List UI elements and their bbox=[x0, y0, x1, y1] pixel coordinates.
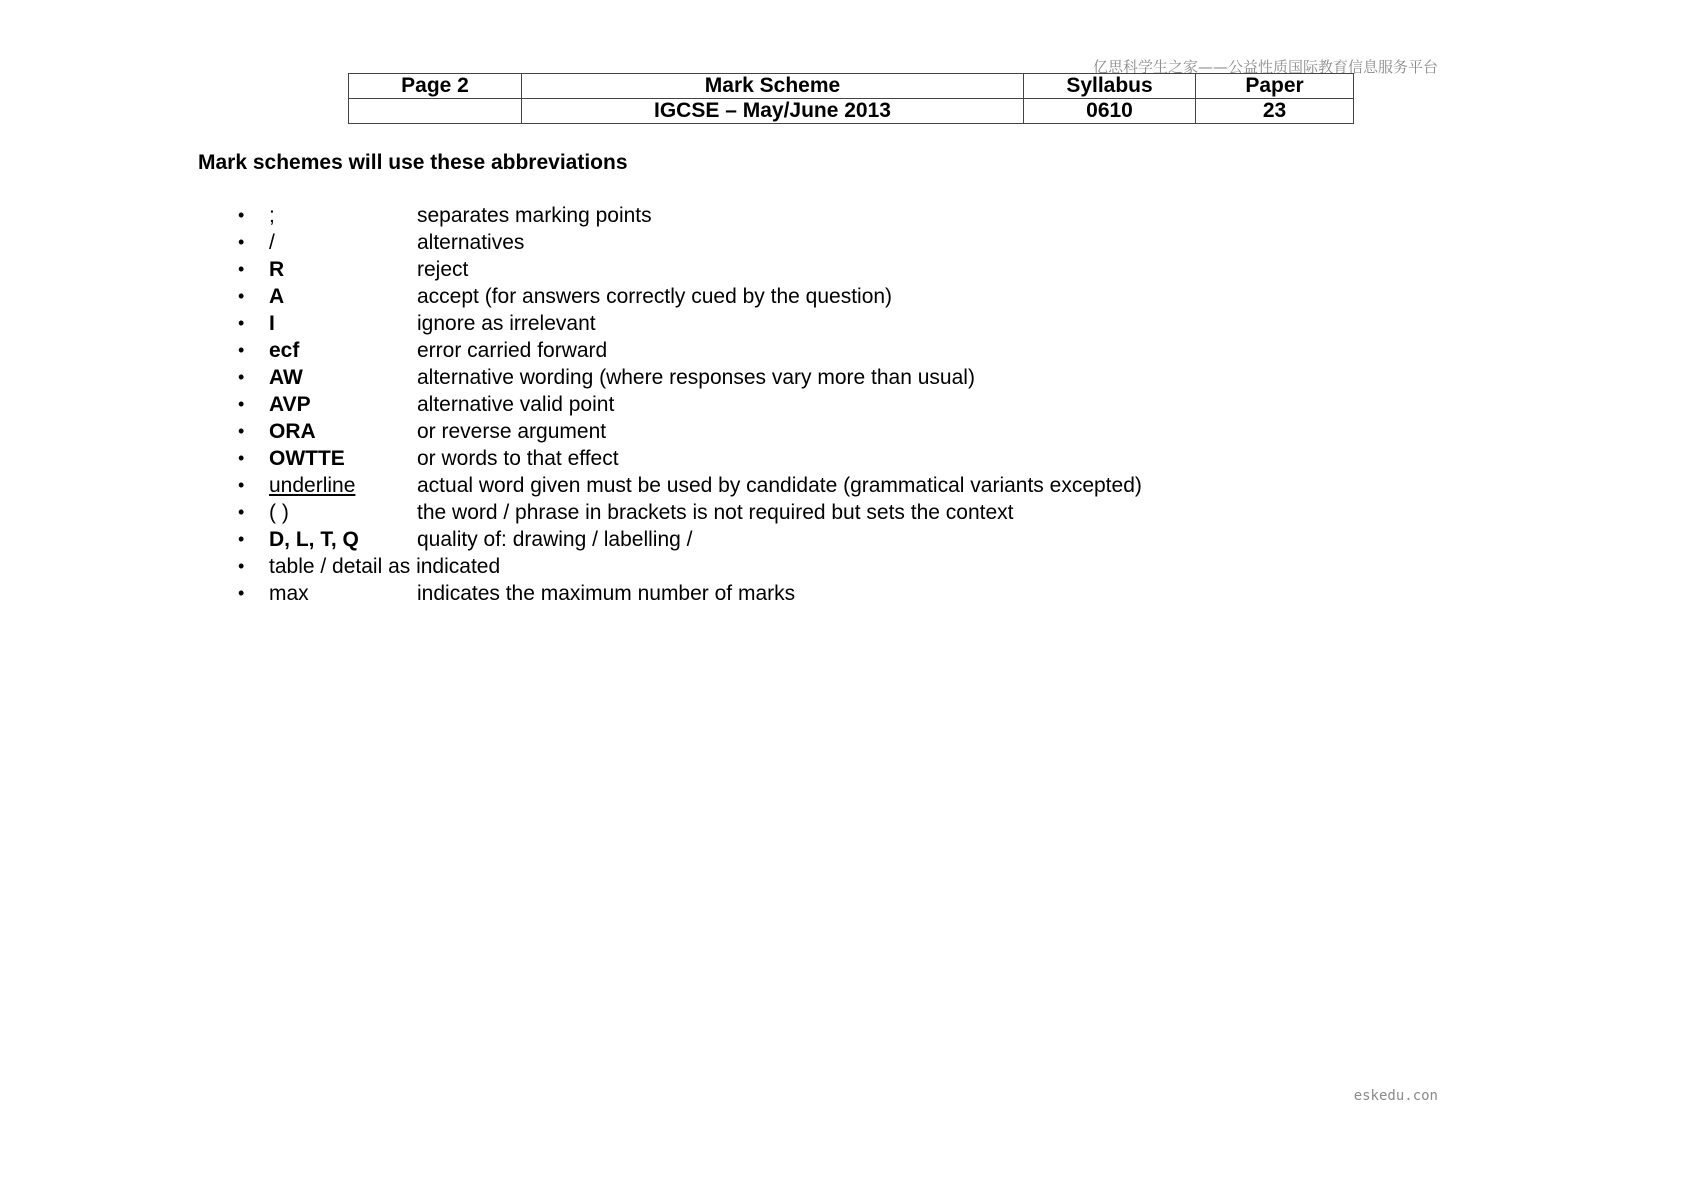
abbreviation-item bbox=[238, 202, 1142, 229]
bullet-icon: • bbox=[238, 232, 245, 252]
abbreviation-item bbox=[238, 553, 1142, 580]
bullet-icon: • bbox=[238, 529, 245, 549]
abbreviation-term: underline bbox=[269, 474, 356, 497]
abbreviation-desc: alternative wording (where responses vary more than usual) bbox=[417, 366, 975, 389]
bullet-icon: • bbox=[238, 259, 245, 279]
abbreviation-term: AVP bbox=[269, 393, 311, 416]
header-title-cell: Mark Scheme bbox=[522, 74, 1024, 99]
abbreviation-term: A bbox=[269, 285, 285, 308]
abbreviation-desc: error carried forward bbox=[417, 339, 608, 362]
bullet-icon: • bbox=[238, 502, 245, 522]
abbreviation-desc: accept (for answers correctly cued by the question) bbox=[417, 285, 893, 308]
abbreviation-item bbox=[238, 418, 1142, 445]
abbreviation-item bbox=[238, 580, 1142, 607]
watermark-bottom: eskedu.con bbox=[1353, 1088, 1438, 1104]
abbreviation-desc: indicates the maximum number of marks bbox=[417, 582, 796, 605]
abbreviation-term: ( ) bbox=[269, 501, 289, 524]
header-table bbox=[348, 73, 1354, 124]
abbreviation-desc: separates marking points bbox=[417, 204, 652, 227]
bullet-icon: • bbox=[238, 340, 245, 360]
bullet-icon: • bbox=[238, 421, 245, 441]
abbreviation-list bbox=[238, 202, 1142, 607]
abbreviation-term: table / detail as indicated bbox=[269, 555, 501, 578]
bullet-icon: • bbox=[238, 556, 245, 576]
abbreviation-desc: ignore as irrelevant bbox=[417, 312, 596, 335]
abbreviation-term: / bbox=[269, 231, 275, 254]
header-row-labels bbox=[349, 74, 1354, 99]
abbreviation-desc: or reverse argument bbox=[417, 420, 607, 443]
abbreviation-item bbox=[238, 310, 1142, 337]
abbreviation-term: I bbox=[269, 312, 275, 335]
abbreviation-desc: actual word given must be used by candidate (grammatical variants excepted) bbox=[417, 474, 1142, 497]
abbreviation-item bbox=[238, 391, 1142, 418]
header-row-values bbox=[349, 99, 1354, 124]
abbreviation-item bbox=[238, 229, 1142, 256]
bullet-icon: • bbox=[238, 205, 245, 225]
watermark-top: 亿思科学生之家——公益性质国际教育信息服务平台 bbox=[1092, 58, 1438, 76]
bullet-icon: • bbox=[238, 394, 245, 414]
header-syllabus-label: Syllabus bbox=[1024, 74, 1196, 99]
header-page-cell: Page 2 bbox=[349, 74, 522, 99]
abbreviation-term: ecf bbox=[269, 339, 300, 362]
bullet-icon: • bbox=[238, 448, 245, 468]
abbreviation-term: R bbox=[269, 258, 285, 281]
abbreviation-item bbox=[238, 364, 1142, 391]
header-exam-cell: IGCSE – May/June 2013 bbox=[522, 99, 1024, 124]
abbreviation-desc: or words to that effect bbox=[417, 447, 619, 470]
bullet-icon: • bbox=[238, 286, 245, 306]
abbreviation-desc: reject bbox=[417, 258, 469, 281]
abbreviation-item bbox=[238, 256, 1142, 283]
abbreviation-term: AW bbox=[269, 366, 303, 389]
abbreviation-item bbox=[238, 337, 1142, 364]
abbreviation-desc: alternatives bbox=[417, 231, 525, 254]
abbreviation-term: ORA bbox=[269, 420, 316, 443]
abbreviation-item bbox=[238, 283, 1142, 310]
bullet-icon: • bbox=[238, 313, 245, 333]
abbreviation-item bbox=[238, 445, 1142, 472]
abbreviation-item bbox=[238, 472, 1142, 499]
bullet-icon: • bbox=[238, 475, 245, 495]
abbreviation-desc: alternative valid point bbox=[417, 393, 615, 416]
bullet-icon: • bbox=[238, 583, 245, 603]
header-paper-value: 23 bbox=[1196, 99, 1354, 124]
abbreviation-term: ; bbox=[269, 204, 275, 227]
abbreviation-desc: the word / phrase in brackets is not required but sets the context bbox=[417, 501, 1014, 524]
abbreviation-item bbox=[238, 499, 1142, 526]
abbreviation-term: D, L, T, Q bbox=[269, 528, 359, 551]
abbreviation-term: max bbox=[269, 582, 309, 605]
abbreviation-item bbox=[238, 526, 1142, 553]
header-paper-label: Paper bbox=[1196, 74, 1354, 99]
header-empty-cell bbox=[349, 99, 522, 124]
header-syllabus-value: 0610 bbox=[1024, 99, 1196, 124]
abbreviation-term: OWTTE bbox=[269, 447, 345, 470]
abbreviation-desc: quality of: drawing / labelling / bbox=[417, 528, 693, 551]
bullet-icon: • bbox=[238, 367, 245, 387]
section-heading: Mark schemes will use these abbreviations bbox=[198, 151, 628, 174]
